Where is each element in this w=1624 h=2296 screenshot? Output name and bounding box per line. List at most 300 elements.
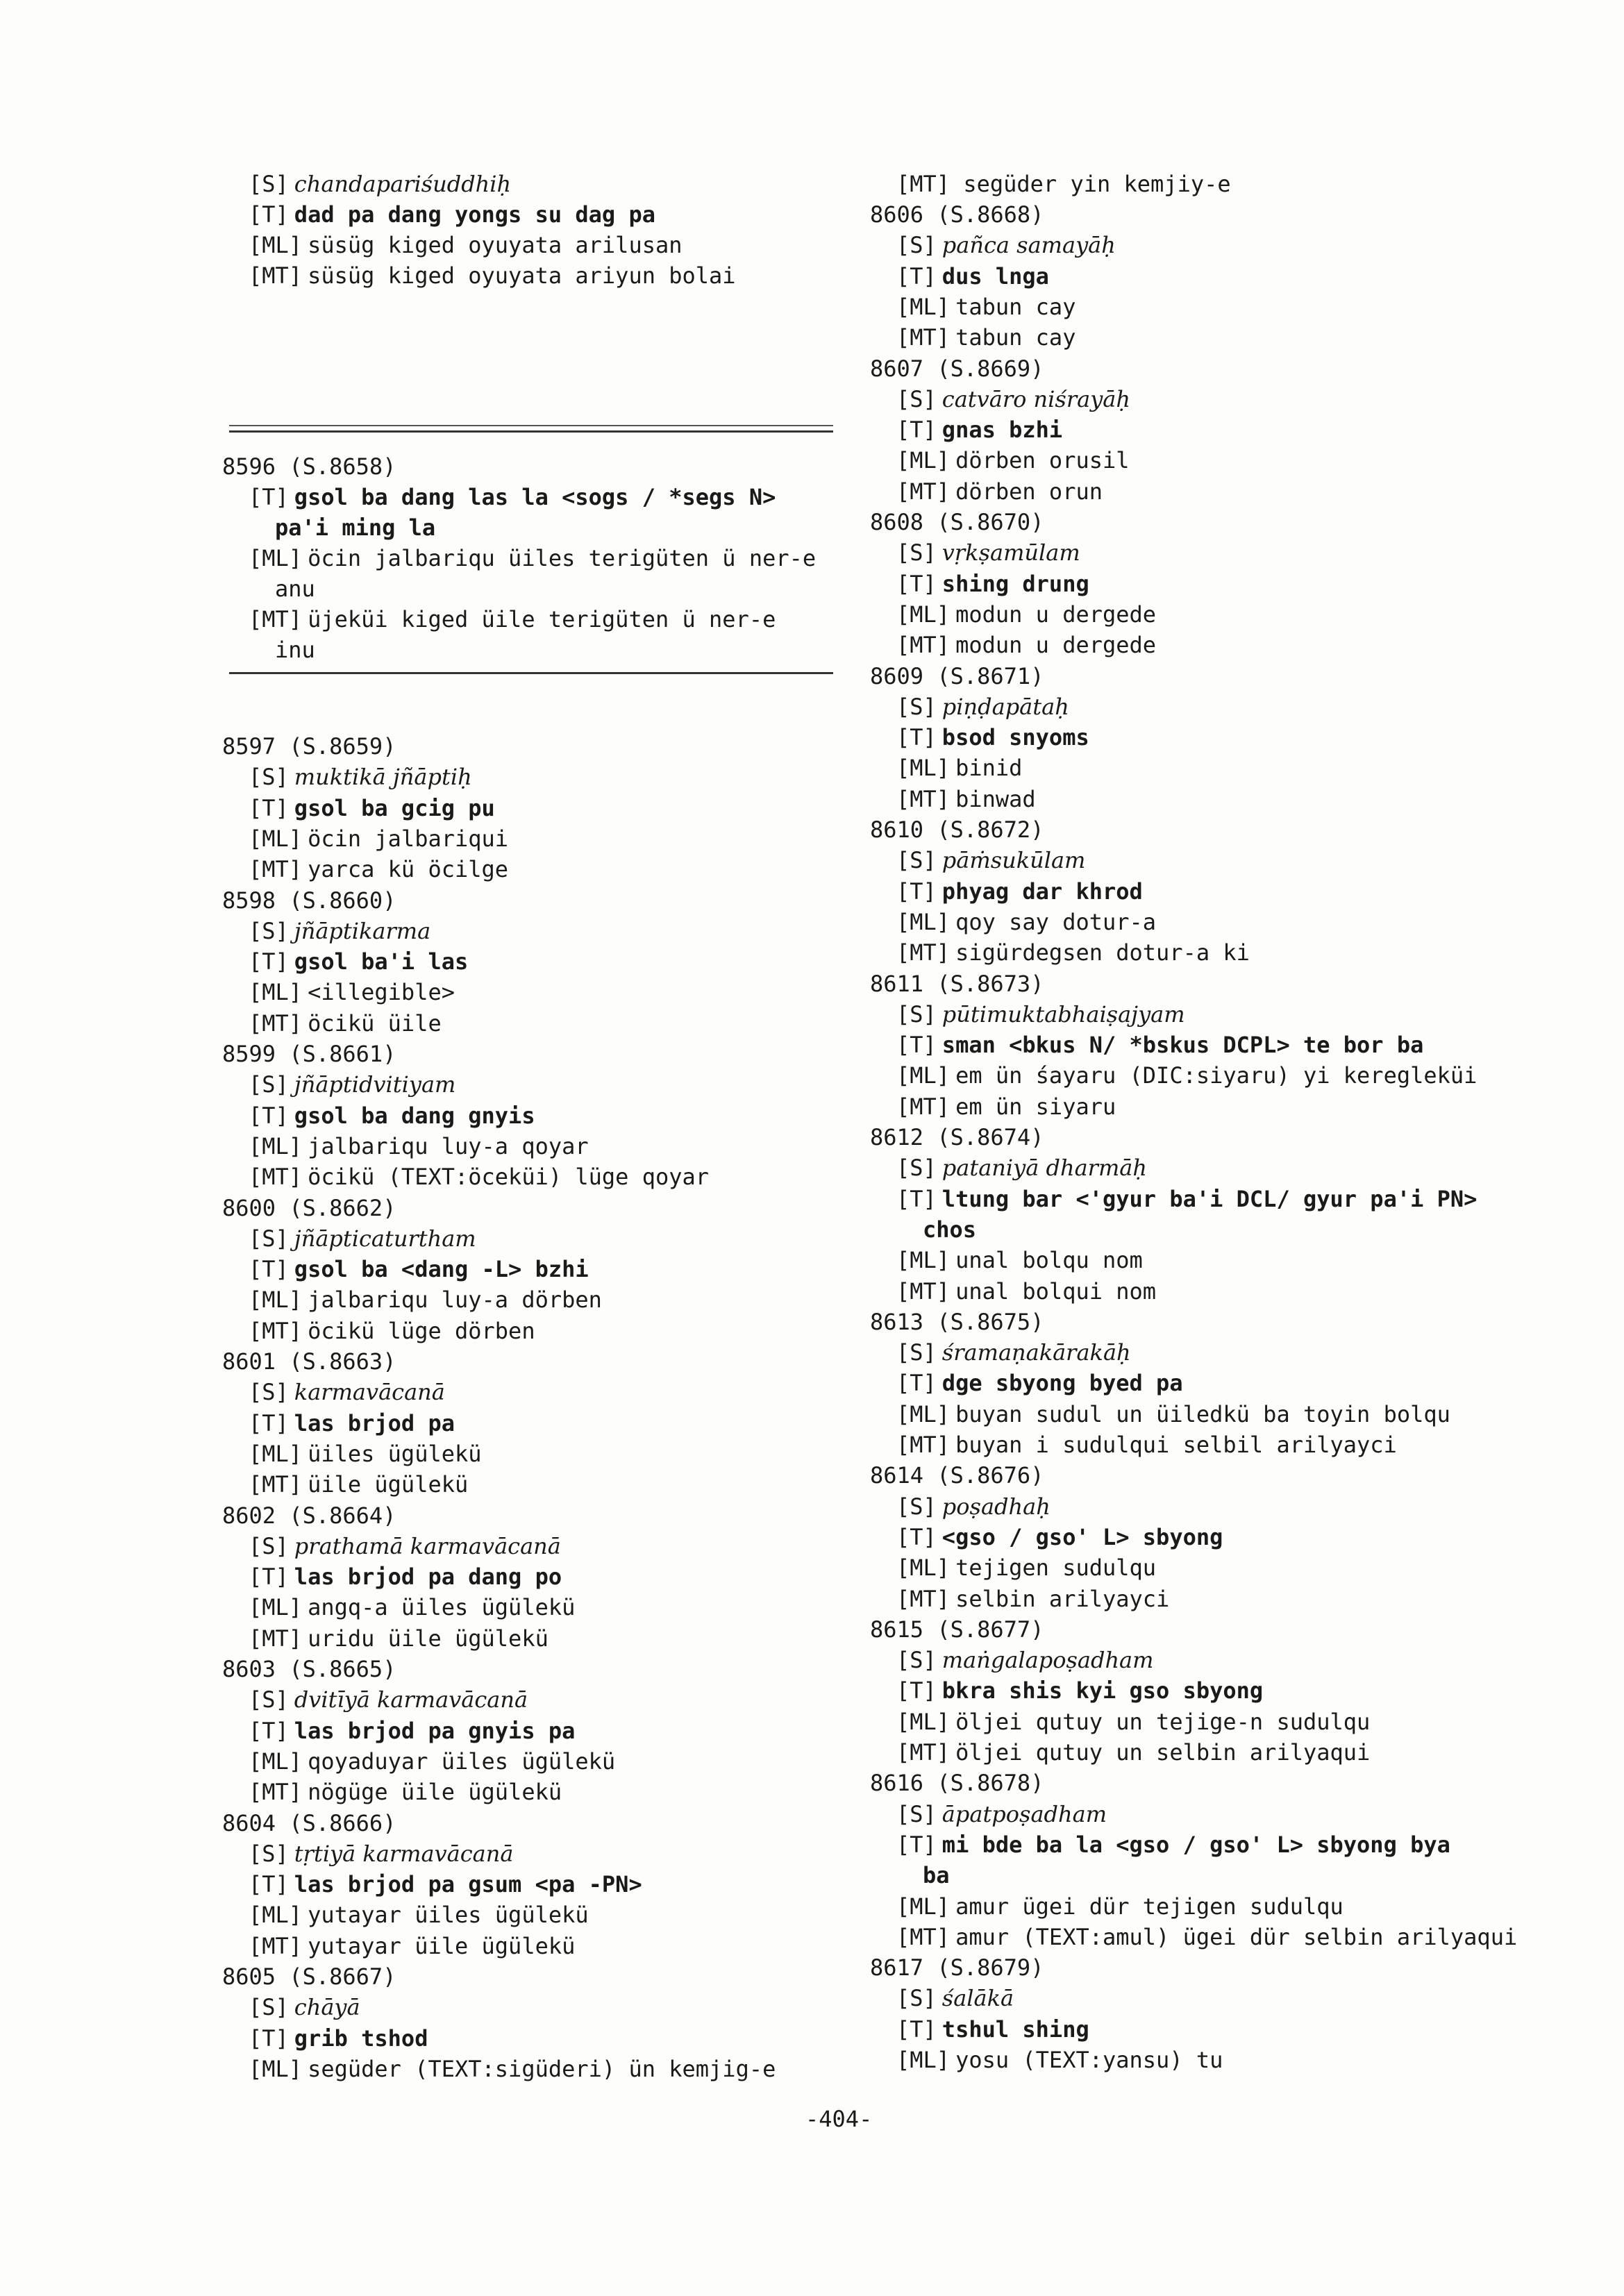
tag-t: [T] bbox=[249, 1102, 289, 1129]
tag-t: [T] bbox=[896, 878, 937, 905]
entry-number: 8601 (S.8663) bbox=[222, 1348, 396, 1375]
tag-ml: [ML] bbox=[896, 755, 951, 782]
tag-mt: [MT] bbox=[249, 1932, 303, 1959]
tag-mt: [MT] bbox=[249, 1164, 303, 1191]
entry-line-s bbox=[896, 1983, 1014, 2013]
entry-line-ml bbox=[249, 2054, 776, 2084]
entry-line-ml bbox=[896, 753, 1022, 783]
ml-term: em ün śayaru (DIC:siyaru) yi keregleküi bbox=[955, 1062, 1477, 1089]
tag-t: [T] bbox=[249, 201, 289, 228]
sanskrit-term: tṛtiyā karmavācanā bbox=[294, 1840, 514, 1867]
entry-line-t-cont bbox=[275, 512, 435, 543]
tibetan-term: ltung bar <'gyur ba'i DCL/ gyur pa'i PN> bbox=[941, 1185, 1477, 1212]
entry-number: 8611 (S.8673) bbox=[870, 970, 1044, 997]
sanskrit-term: jñāptidvitiyam bbox=[294, 1071, 456, 1098]
entry-line-t bbox=[896, 1368, 1183, 1398]
tibetan-term: las brjod pa bbox=[294, 1409, 455, 1436]
tag-t: [T] bbox=[249, 484, 289, 510]
entry-number: 8612 (S.8674) bbox=[870, 1124, 1044, 1150]
tag-s: [S] bbox=[249, 1071, 289, 1098]
entry-number: 8598 (S.8660) bbox=[222, 887, 396, 914]
tibetan-term: mi bde ba la <gso / gso' L> sbyong bya bbox=[941, 1831, 1450, 1858]
tag-mt: [MT] bbox=[896, 939, 951, 966]
mt-term: sigürdegsen dotur-a ki bbox=[955, 939, 1250, 966]
ml-term: qoyaduyar üiles ügülekü bbox=[308, 1748, 616, 1775]
ml-term: buyan sudul un üiledkü ba toyin bolqu bbox=[955, 1400, 1450, 1427]
tibetan-term: bkra shis kyi gso sbyong bbox=[941, 1677, 1264, 1704]
tag-ml: [ML] bbox=[249, 825, 303, 852]
tag-mt: [MT] bbox=[896, 1093, 951, 1120]
mt-term: süsüg kiged oyuyata ariyun bolai bbox=[308, 262, 736, 289]
mt-term: üile ügülekü bbox=[308, 1471, 469, 1498]
entry-number: 8599 (S.8661) bbox=[222, 1041, 396, 1067]
entry-line-s bbox=[249, 1377, 445, 1407]
tibetan-term: bsod snyoms bbox=[941, 724, 1089, 751]
mt-term: öcikü üile bbox=[308, 1009, 442, 1037]
tag-t: [T] bbox=[249, 2025, 289, 2052]
tibetan-term: shing drung bbox=[941, 570, 1089, 597]
entry-number: 8615 (S.8677) bbox=[870, 1616, 1044, 1643]
tag-s: [S] bbox=[896, 385, 937, 412]
entry-line-ml bbox=[249, 543, 816, 573]
entry-line-s bbox=[896, 1337, 1131, 1368]
entry-line-s bbox=[249, 1223, 476, 1254]
entry-line-mt bbox=[896, 1430, 1397, 1460]
tibetan-term: gsol ba dang gnyis bbox=[294, 1102, 535, 1129]
entry-line-mt bbox=[896, 1276, 1156, 1307]
sanskrit-term: āpatpoṣadham bbox=[941, 1800, 1107, 1827]
tag-mt: [MT] bbox=[896, 785, 951, 812]
ml-term: jalbariqu luy-a qoyar bbox=[308, 1132, 589, 1159]
sanskrit-term: śalākā bbox=[941, 1985, 1014, 2012]
entry-line-t bbox=[249, 2023, 428, 2054]
sanskrit-term: śramaṇakārakāḥ bbox=[941, 1339, 1131, 1366]
entry-number: 8604 (S.8666) bbox=[222, 1809, 396, 1836]
entry-line-mt-continued: [MT] següder yin kemjiy-e bbox=[896, 171, 1231, 197]
sanskrit-term: vṛkṣamūlam bbox=[941, 539, 1080, 567]
tag-mt: [MT] bbox=[896, 1432, 951, 1458]
tag-s: [S] bbox=[896, 1155, 937, 1182]
entry-line-ml bbox=[896, 599, 1156, 630]
entry-line-t bbox=[896, 261, 1049, 292]
sanskrit-term: muktikā jñāptiḥ bbox=[294, 764, 472, 791]
entry-line-t bbox=[896, 2014, 1089, 2045]
tag-mt: [MT] bbox=[249, 262, 303, 289]
tag-mt: [MT] bbox=[249, 856, 303, 883]
mt-term: selbin arilyayci bbox=[955, 1585, 1170, 1612]
tag-ml: [ML] bbox=[249, 1902, 303, 1929]
entry-line-t bbox=[896, 414, 1062, 445]
tag-mt: [MT] bbox=[896, 324, 951, 351]
entry-line-s bbox=[896, 692, 1069, 722]
entry-line-mt bbox=[896, 630, 1156, 660]
ml-term: tabun cay bbox=[955, 293, 1076, 320]
entry-line-s bbox=[249, 1069, 455, 1100]
entry-line-s bbox=[896, 999, 1185, 1030]
ml-term-cont: anu bbox=[275, 576, 315, 602]
tag-mt: [MT] bbox=[896, 1277, 951, 1305]
tag-ml: [ML] bbox=[896, 1400, 951, 1427]
tag-s: [S] bbox=[896, 1647, 937, 1674]
divider-rule bbox=[229, 430, 833, 433]
entry-line-t-cont bbox=[923, 1860, 950, 1891]
ml-term: yutayar üiles ügülekü bbox=[308, 1902, 589, 1929]
tibetan-term: las brjod pa gnyis pa bbox=[294, 1717, 576, 1744]
entry-number: 8608 (S.8670) bbox=[870, 509, 1044, 535]
sanskrit-term: jñāpticaturtham bbox=[294, 1225, 476, 1252]
entry-line-ml bbox=[896, 907, 1156, 937]
entry-line-mt bbox=[249, 604, 776, 635]
entry-line-t bbox=[249, 1561, 562, 1592]
tag-s: [S] bbox=[249, 1686, 289, 1713]
entry-number: 8600 (S.8662) bbox=[222, 1194, 396, 1221]
entry-line-mt bbox=[896, 937, 1250, 968]
entry-line-s bbox=[249, 762, 472, 792]
ml-term: angq-a üiles ügülekü bbox=[308, 1594, 576, 1621]
tag-t: [T] bbox=[896, 1185, 937, 1212]
tag-s: [S] bbox=[249, 1225, 289, 1252]
entry-number: 8597 (S.8659) bbox=[222, 733, 396, 760]
ml-term: binid bbox=[955, 755, 1023, 782]
entry-line-t bbox=[896, 1030, 1423, 1060]
entry-line-ml bbox=[896, 1060, 1477, 1091]
entry-line-t bbox=[896, 1675, 1263, 1706]
ml-term: üiles ügülekü bbox=[308, 1440, 482, 1467]
entry-line-s bbox=[896, 1799, 1107, 1829]
entry-line-t-cont bbox=[923, 1214, 976, 1245]
entry-line-t bbox=[896, 722, 1089, 753]
ml-term: modun u dergede bbox=[955, 601, 1157, 628]
ml-term: dörben orusil bbox=[955, 447, 1130, 474]
tag-s: [S] bbox=[249, 1379, 289, 1406]
tibetan-term-cont: chos bbox=[923, 1216, 977, 1243]
entry-number: 8596 (S.8658) bbox=[222, 453, 396, 480]
ml-term: unal bolqu nom bbox=[955, 1247, 1143, 1274]
tag-mt: [MT] bbox=[249, 1779, 303, 1806]
tag-s: [S] bbox=[896, 1000, 937, 1028]
sanskrit-term: pūtimuktabhaiṣajyam bbox=[941, 1000, 1185, 1028]
entry-number: 8609 (S.8671) bbox=[870, 662, 1044, 689]
entry-line-mt-cont bbox=[275, 635, 315, 665]
entry-line-s bbox=[896, 537, 1080, 568]
tag-t: [T] bbox=[249, 948, 289, 975]
entry-line-s bbox=[896, 845, 1085, 875]
tibetan-term: phyag dar khrod bbox=[941, 878, 1143, 905]
entry-line-ml bbox=[249, 1439, 482, 1469]
tibetan-term-cont: pa'i ming la bbox=[275, 514, 436, 541]
tag-ml: [ML] bbox=[896, 601, 951, 628]
entry-line-t bbox=[249, 482, 776, 512]
entry-line-ml bbox=[249, 1592, 575, 1623]
mt-term: modun u dergede bbox=[955, 632, 1157, 659]
entry-line-ml bbox=[896, 1245, 1143, 1275]
sanskrit-term: piṇḍapātaḥ bbox=[941, 693, 1069, 720]
tag-t: [T] bbox=[896, 1831, 937, 1858]
entry-line-ml bbox=[249, 230, 683, 260]
tag-s: [S] bbox=[249, 917, 289, 944]
tibetan-term: las brjod pa dang po bbox=[294, 1564, 562, 1591]
entry-line-mt bbox=[249, 1623, 549, 1654]
tag-ml: [ML] bbox=[249, 232, 303, 258]
entry-line-mt bbox=[249, 1316, 535, 1346]
tag-mt: [MT] bbox=[249, 1471, 303, 1498]
tibetan-term: <gso / gso' L> sbyong bbox=[941, 1523, 1223, 1550]
mt-term: dörben orun bbox=[955, 478, 1103, 505]
tag-s: [S] bbox=[896, 693, 937, 720]
tag-ml: [ML] bbox=[896, 908, 951, 935]
tag-mt: [MT] bbox=[896, 478, 951, 505]
entry-line-s bbox=[249, 169, 511, 199]
ml-term: öljei qutuy un tejige-n sudulqu bbox=[955, 1708, 1371, 1735]
entry-line-mt bbox=[896, 1922, 1517, 1952]
tibetan-term: gsol ba dang las la <sogs / *segs N> bbox=[294, 484, 776, 510]
tibetan-term: gsol ba gcig pu bbox=[294, 794, 495, 821]
entry-line-ml bbox=[249, 823, 508, 854]
tag-ml: [ML] bbox=[249, 1440, 303, 1467]
entry-line-t bbox=[249, 199, 655, 230]
tag-t: [T] bbox=[896, 570, 937, 597]
tag-s: [S] bbox=[249, 1532, 289, 1559]
mt-term: öljei qutuy un selbin arilyaqui bbox=[955, 1739, 1371, 1766]
tibetan-term: dus lnga bbox=[941, 262, 1049, 290]
entry-line-s bbox=[896, 1153, 1147, 1183]
entry-line-s bbox=[249, 1531, 561, 1561]
entry-number: 8616 (S.8678) bbox=[870, 1770, 1044, 1797]
tibetan-term: gnas bzhi bbox=[941, 417, 1063, 444]
tag-s: [S] bbox=[896, 1493, 937, 1520]
tag-ml: [ML] bbox=[249, 1748, 303, 1775]
entry-line-t bbox=[896, 569, 1089, 599]
ml-term: jalbariqu luy-a dörben bbox=[308, 1287, 602, 1314]
entry-number: 8617 (S.8679) bbox=[870, 1954, 1044, 1981]
tibetan-term: dge sbyong byed pa bbox=[941, 1370, 1183, 1397]
mt-term: yarca kü öcilge bbox=[308, 856, 509, 883]
tag-ml: [ML] bbox=[249, 1594, 303, 1621]
mt-term: yutayar üile ügülekü bbox=[308, 1932, 576, 1959]
tag-t: [T] bbox=[249, 1256, 289, 1283]
sanskrit-term: maṅgalapoṣadham bbox=[941, 1647, 1154, 1674]
tag-ml: [ML] bbox=[896, 447, 951, 474]
tibetan-term-cont: ba bbox=[923, 1862, 950, 1889]
tag-ml: [ML] bbox=[896, 1247, 951, 1274]
sanskrit-term: prathamā karmavācanā bbox=[294, 1532, 561, 1559]
tag-t: [T] bbox=[896, 2016, 937, 2043]
tag-s: [S] bbox=[249, 1840, 289, 1867]
entry-line-ml bbox=[249, 977, 455, 1007]
sanskrit-term: pataniyā dharmāḥ bbox=[941, 1155, 1147, 1182]
tag-t: [T] bbox=[249, 1871, 289, 1898]
tag-s: [S] bbox=[896, 1339, 937, 1366]
entry-line-ml bbox=[896, 2045, 1223, 2075]
mt-term: uridu üile ügülekü bbox=[308, 1625, 549, 1652]
mt-term-cont: inu bbox=[275, 637, 315, 663]
tag-mt: [MT] bbox=[896, 632, 951, 659]
tag-s: [S] bbox=[896, 847, 937, 874]
entry-line-mt bbox=[249, 1008, 442, 1039]
tag-ml: [ML] bbox=[249, 979, 303, 1006]
tag-s: [S] bbox=[249, 171, 289, 197]
entry-line-t bbox=[249, 946, 468, 977]
tag-ml: [ML] bbox=[249, 1287, 303, 1314]
mt-term: nögüge üile ügülekü bbox=[308, 1779, 562, 1806]
entry-number: 8606 (S.8668) bbox=[870, 201, 1044, 228]
entry-line-t bbox=[249, 1716, 575, 1746]
divider-rule bbox=[229, 425, 833, 426]
tag-ml: [ML] bbox=[249, 545, 303, 571]
ml-term: öcin jalbariqui bbox=[308, 825, 509, 852]
tibetan-term: las brjod pa gsum <pa -PN> bbox=[294, 1871, 642, 1898]
tag-t: [T] bbox=[249, 1717, 289, 1744]
tibetan-term: sman <bkus N/ *bskus DCPL> te bor ba bbox=[941, 1032, 1424, 1059]
ml-term: amur ügei dür tejigen sudulqu bbox=[955, 1893, 1343, 1920]
page-number: -404- bbox=[805, 2106, 873, 2132]
tag-t: [T] bbox=[249, 794, 289, 821]
mt-term: öcikü lüge dörben bbox=[308, 1317, 535, 1344]
sanskrit-term: pañca samayāḥ bbox=[941, 232, 1116, 259]
sanskrit-term: poṣadhaḥ bbox=[941, 1493, 1050, 1520]
tag-t: [T] bbox=[896, 1032, 937, 1059]
mt-term: buyan i sudulqui selbil arilyayci bbox=[955, 1432, 1397, 1458]
sanskrit-term: pāṁsukūlam bbox=[941, 847, 1086, 874]
entry-line-ml-cont bbox=[275, 573, 315, 604]
tibetan-term: grib tshod bbox=[294, 2025, 428, 2052]
sanskrit-term: chandapariśuddhiḥ bbox=[294, 171, 512, 197]
entry-line-mt bbox=[249, 1162, 709, 1192]
tag-t: [T] bbox=[896, 724, 937, 751]
entry-line-s bbox=[249, 916, 430, 946]
entry-line-ml bbox=[249, 1284, 602, 1315]
tag-t: [T] bbox=[896, 262, 937, 290]
tag-ml: [ML] bbox=[896, 2047, 951, 2073]
entry-line-mt bbox=[249, 1777, 562, 1807]
entry-number: 8603 (S.8665) bbox=[222, 1656, 396, 1682]
tag-mt: [MT] bbox=[249, 1625, 303, 1652]
tag-mt: [MT] bbox=[249, 606, 303, 632]
sanskrit-term: karmavācanā bbox=[294, 1379, 445, 1406]
entry-line-s bbox=[249, 1684, 528, 1715]
tag-ml: [ML] bbox=[896, 1708, 951, 1735]
mt-term: unal bolqui nom bbox=[955, 1277, 1157, 1305]
entry-line-t bbox=[896, 1184, 1477, 1214]
entry-number: 8610 (S.8672) bbox=[870, 816, 1044, 843]
tag-ml: [ML] bbox=[896, 293, 951, 320]
mt-term: binwad bbox=[955, 785, 1036, 812]
tag-t: [T] bbox=[896, 1370, 937, 1397]
tag-t: [T] bbox=[896, 1677, 937, 1704]
entry-line-t bbox=[896, 1829, 1450, 1860]
entry-line-mt bbox=[249, 1469, 468, 1500]
tag-mt: [MT] bbox=[896, 1923, 951, 1950]
entry-line-ml bbox=[249, 1746, 615, 1777]
entry-line-ml bbox=[896, 1552, 1156, 1583]
mt-term: em ün siyaru bbox=[955, 1093, 1116, 1120]
entry-number: 8613 (S.8675) bbox=[870, 1308, 1044, 1335]
entry-line-s bbox=[896, 230, 1116, 260]
mt-term: amur (TEXT:amul) ügei dür selbin arilyaqui bbox=[955, 1923, 1518, 1950]
tag-ml: [ML] bbox=[896, 1893, 951, 1920]
mt-term: üjeküi kiged üile terigüten ü ner-e bbox=[308, 606, 776, 632]
entry-line-s bbox=[896, 1645, 1153, 1675]
tag-s: [S] bbox=[896, 1985, 937, 2012]
tag-mt: [MT] bbox=[896, 1739, 951, 1766]
entry-line-t bbox=[249, 1869, 642, 1900]
sanskrit-term: jñāptikarma bbox=[294, 917, 431, 944]
tag-t: [T] bbox=[896, 1523, 937, 1550]
entry-line-ml bbox=[249, 1131, 589, 1162]
ml-term: öcin jalbariqu üiles terigüten ü ner-e bbox=[308, 545, 817, 571]
entry-line-t bbox=[249, 1100, 535, 1131]
entry-line-mt bbox=[896, 476, 1103, 507]
tag-ml: [ML] bbox=[896, 1062, 951, 1089]
entry-line-s bbox=[249, 1838, 513, 1869]
tag-ml: [ML] bbox=[249, 1132, 303, 1159]
sanskrit-term: catvāro niśrayāḥ bbox=[941, 385, 1130, 412]
tag-s: [S] bbox=[896, 232, 937, 259]
tibetan-term: tshul shing bbox=[941, 2016, 1089, 2043]
entry-line-ml bbox=[896, 1399, 1450, 1430]
sanskrit-term: dvitīyā karmavācanā bbox=[294, 1686, 528, 1713]
ml-term: següder (TEXT:sigüderi) ün kemjig-e bbox=[308, 2055, 776, 2082]
tag-t: [T] bbox=[896, 417, 937, 444]
tag-mt: [MT] bbox=[249, 1317, 303, 1344]
entry-line-ml bbox=[896, 445, 1130, 476]
entry-line-t bbox=[249, 793, 495, 823]
ml-term: yosu (TEXT:yansu) tu bbox=[955, 2047, 1223, 2073]
tag-s: [S] bbox=[249, 1994, 289, 2021]
entry-line-s bbox=[249, 1992, 360, 2022]
entry-number: 8602 (S.8664) bbox=[222, 1502, 396, 1529]
entry-line-mt bbox=[896, 1584, 1169, 1614]
ml-term: <illegible> bbox=[308, 979, 455, 1006]
tibetan-term: gsol ba <dang -L> bzhi bbox=[294, 1256, 589, 1283]
entry-line-t bbox=[896, 876, 1143, 907]
tibetan-term: dad pa dang yongs su dag pa bbox=[294, 201, 655, 228]
entry-line-t bbox=[896, 1522, 1223, 1552]
entry-line-mt bbox=[896, 322, 1075, 353]
mt-term: tabun cay bbox=[955, 324, 1076, 351]
tag-s: [S] bbox=[896, 539, 937, 567]
tag-ml: [ML] bbox=[249, 2055, 303, 2082]
entry-line-mt bbox=[896, 1091, 1116, 1122]
tag-mt: [MT] bbox=[249, 1009, 303, 1037]
entry-line-s bbox=[896, 1491, 1050, 1522]
tag-t: [T] bbox=[249, 1564, 289, 1591]
tag-s: [S] bbox=[896, 1800, 937, 1827]
entry-line-mt bbox=[249, 854, 508, 885]
entry-line-ml bbox=[896, 1891, 1343, 1922]
entry-number: 8607 (S.8669) bbox=[870, 355, 1044, 382]
entry-line-mt bbox=[896, 1737, 1370, 1768]
ml-term: süsüg kiged oyuyata arilusan bbox=[308, 232, 683, 258]
ml-term: qoy say dotur-a bbox=[955, 908, 1157, 935]
entry-number: 8605 (S.8667) bbox=[222, 1963, 396, 1990]
entry-line-s bbox=[896, 384, 1130, 414]
tag-s: [S] bbox=[249, 764, 289, 791]
entry-line-mt bbox=[896, 784, 1036, 814]
tag-ml: [ML] bbox=[896, 1555, 951, 1582]
entry-line-mt bbox=[249, 1931, 575, 1961]
entry-number: 8614 (S.8676) bbox=[870, 1462, 1044, 1489]
entry-line-mt bbox=[249, 260, 736, 291]
tibetan-term: gsol ba'i las bbox=[294, 948, 469, 975]
entry-line-t bbox=[249, 1408, 455, 1439]
tag-t: [T] bbox=[249, 1409, 289, 1436]
entry-line-ml bbox=[249, 1900, 589, 1930]
entry-line-ml bbox=[896, 1707, 1370, 1737]
tag-mt: [MT] bbox=[896, 1585, 951, 1612]
entry-line-t bbox=[249, 1254, 589, 1284]
mt-term: öcikü (TEXT:öceküi) lüge qoyar bbox=[308, 1164, 710, 1191]
